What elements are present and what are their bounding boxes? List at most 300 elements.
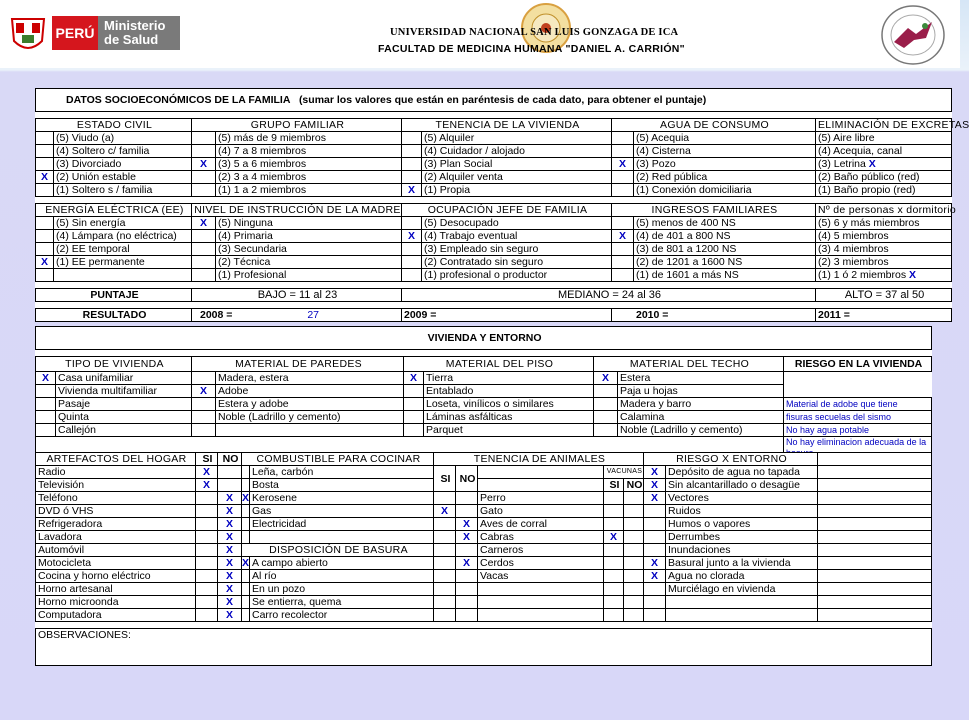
mark-cell[interactable] xyxy=(404,385,424,398)
entorno-row xyxy=(36,531,932,544)
spacer xyxy=(36,112,952,119)
vacuna-si-mark[interactable] xyxy=(604,570,624,583)
entorno-row xyxy=(36,570,932,583)
option-label: (5) 6 y más miembros xyxy=(816,217,952,230)
option-label: (5) Aire libre xyxy=(816,132,952,145)
no-mark[interactable] xyxy=(218,479,242,492)
artefacto-label: Refrigeradora xyxy=(36,518,196,531)
option-label xyxy=(54,269,192,282)
mark-cell[interactable] xyxy=(612,256,634,269)
blank-cell xyxy=(478,466,604,479)
no-mark[interactable]: X xyxy=(218,557,242,570)
mark-cell[interactable] xyxy=(36,184,54,197)
si-mark[interactable] xyxy=(196,596,218,609)
option-label: (1) de 1601 a más NS xyxy=(634,269,816,282)
artefacto-label: Radio xyxy=(36,466,196,479)
basura-label: Carro recolector xyxy=(250,609,434,622)
mark-cell[interactable] xyxy=(36,398,56,411)
entorno-row xyxy=(36,557,932,570)
option-label: (5) más de 9 miembros xyxy=(216,132,402,145)
vacuna-si-mark[interactable] xyxy=(604,544,624,557)
observaciones-field[interactable] xyxy=(36,629,932,666)
vacuna-no-mark[interactable] xyxy=(624,596,644,609)
mark-cell[interactable] xyxy=(242,466,250,479)
blank-cell xyxy=(818,466,932,479)
column-header: COMBUSTIBLE PARA COCINAR xyxy=(242,453,434,466)
si-mark[interactable] xyxy=(434,609,456,622)
no-mark[interactable]: X xyxy=(218,544,242,557)
entorno-label: Inundaciones xyxy=(666,544,818,557)
mark-cell[interactable] xyxy=(404,398,424,411)
option-label: (2) EE temporal xyxy=(54,243,192,256)
option-label: (2) Contratado sin seguro xyxy=(422,256,612,269)
entorno-row xyxy=(36,518,932,531)
si-mark[interactable] xyxy=(196,609,218,622)
vacuna-si-mark[interactable] xyxy=(604,609,624,622)
mark-cell[interactable]: X xyxy=(644,466,666,479)
option-label: Callejón xyxy=(56,424,192,437)
no-mark[interactable]: X xyxy=(218,518,242,531)
mark-cell[interactable] xyxy=(644,518,666,531)
column-header: TIPO DE VIVIENDA xyxy=(36,357,192,372)
si-mark[interactable]: X xyxy=(196,479,218,492)
option-label: (4) Cuidador / alojado xyxy=(422,145,612,158)
vacuna-si-mark[interactable] xyxy=(604,596,624,609)
puntaje-label: PUNTAJE xyxy=(36,289,192,302)
vacuna-no-mark[interactable] xyxy=(624,544,644,557)
option-label: (5) Desocupado xyxy=(422,217,612,230)
mark-cell[interactable]: X xyxy=(192,385,216,398)
vacuna-si-mark[interactable]: X xyxy=(604,531,624,544)
mark-cell[interactable]: X xyxy=(404,372,424,385)
faculty-name: FACULTAD DE MEDICINA HUMANA "DANIEL A. CARRIÓN" xyxy=(378,43,685,55)
mark-cell[interactable]: X xyxy=(644,557,666,570)
mark-cell[interactable]: X xyxy=(402,184,422,197)
option-label: (5) Alquiler xyxy=(422,132,612,145)
vivienda-table xyxy=(35,326,932,460)
option-label: (3) de 801 a 1200 NS xyxy=(634,243,816,256)
option-label: (3) Letrina X xyxy=(816,158,952,171)
vivienda-row xyxy=(36,424,932,437)
option-label: (2) Alquiler venta xyxy=(422,171,612,184)
socioeconomic-table xyxy=(35,88,969,322)
artefacto-label: Lavadora xyxy=(36,531,196,544)
option-row xyxy=(36,145,952,158)
no-mark[interactable]: X xyxy=(218,570,242,583)
option-label: Láminas asfálticas xyxy=(424,411,594,424)
mark-cell[interactable] xyxy=(36,217,54,230)
spacer xyxy=(36,282,952,289)
si-mark[interactable] xyxy=(434,531,456,544)
vacuna-si-mark[interactable] xyxy=(604,557,624,570)
no-header: NO xyxy=(624,479,644,492)
mark-cell[interactable] xyxy=(36,230,54,243)
mark-cell[interactable] xyxy=(192,132,216,145)
no-mark[interactable] xyxy=(456,596,478,609)
vacuna-si-mark[interactable] xyxy=(604,518,624,531)
no-mark[interactable] xyxy=(456,570,478,583)
mark-cell[interactable] xyxy=(192,372,216,385)
artefacto-label: Motocicleta xyxy=(36,557,196,570)
option-label: (2) Baño público (red) xyxy=(816,171,952,184)
result-2010[interactable]: 2010 = xyxy=(612,309,816,322)
bajo-range: BAJO = 11 al 23 xyxy=(192,289,402,302)
vivienda-title: VIVIENDA Y ENTORNO xyxy=(36,327,932,350)
mark-cell[interactable]: X xyxy=(612,230,634,243)
mark-cell[interactable] xyxy=(242,518,250,531)
puntaje-row xyxy=(36,289,952,302)
entorno-label: Sin alcantarillado o desagüe xyxy=(666,479,818,492)
mark-cell[interactable] xyxy=(402,256,422,269)
si-header: SI xyxy=(604,479,624,492)
mark-cell[interactable] xyxy=(612,171,634,184)
si-mark[interactable] xyxy=(434,557,456,570)
no-mark[interactable]: X xyxy=(456,531,478,544)
vacuna-no-mark[interactable] xyxy=(624,518,644,531)
artefacto-label: Teléfono xyxy=(36,492,196,505)
option-row xyxy=(36,269,952,282)
riesgo-note: Material de adobe que tiene xyxy=(784,398,932,411)
mark-cell[interactable] xyxy=(644,531,666,544)
mark-cell[interactable] xyxy=(242,609,250,622)
no-mark[interactable]: X xyxy=(456,557,478,570)
blank-cell xyxy=(818,570,932,583)
si-mark[interactable] xyxy=(434,518,456,531)
mark-cell[interactable] xyxy=(36,424,56,437)
no-mark[interactable] xyxy=(456,544,478,557)
mark-cell[interactable] xyxy=(402,145,422,158)
option-label: Noble (Ladrillo y cemento) xyxy=(216,411,404,424)
no-mark[interactable]: X xyxy=(218,583,242,596)
animal-label: Vacas xyxy=(478,570,604,583)
mark-cell[interactable]: X xyxy=(644,570,666,583)
mark-cell[interactable] xyxy=(402,269,422,282)
option-label: (4) Lámpara (no eléctrica) xyxy=(54,230,192,243)
vivienda-row xyxy=(36,398,932,411)
option-label: Vivienda multifamiliar xyxy=(56,385,192,398)
vacuna-no-mark[interactable] xyxy=(624,570,644,583)
combustible-label: Kerosene xyxy=(250,492,434,505)
no-mark[interactable]: X xyxy=(218,609,242,622)
mark-cell[interactable] xyxy=(36,411,56,424)
artefacto-label: Computadora xyxy=(36,609,196,622)
option-label: (3) Empleado sin seguro xyxy=(422,243,612,256)
mark-cell[interactable] xyxy=(402,158,422,171)
vacuna-si-mark[interactable] xyxy=(604,583,624,596)
result-2011[interactable]: 2011 = xyxy=(816,309,952,322)
mark-cell[interactable] xyxy=(402,217,422,230)
no-mark[interactable] xyxy=(456,609,478,622)
no-mark[interactable]: X xyxy=(456,518,478,531)
ministry-line2: de Salud xyxy=(104,32,159,47)
column-header: MATERIAL DEL PISO xyxy=(404,357,594,372)
no-mark[interactable]: X xyxy=(218,531,242,544)
option-row xyxy=(36,171,952,184)
mark-cell[interactable] xyxy=(36,269,54,282)
entorno-label xyxy=(666,596,818,609)
si-mark[interactable] xyxy=(196,583,218,596)
option-label: (3) Secundaria xyxy=(216,243,402,256)
mark-cell[interactable] xyxy=(402,132,422,145)
riesgo-note: fisuras secuelas del sismo xyxy=(784,411,932,424)
column-header: MATERIAL DE PAREDES xyxy=(192,357,404,372)
option-label: Entablado xyxy=(424,385,594,398)
blank-cell xyxy=(818,518,932,531)
mark-cell[interactable] xyxy=(594,398,618,411)
option-label: (1) Propia xyxy=(422,184,612,197)
mark-cell[interactable] xyxy=(36,145,54,158)
mark-cell[interactable]: X xyxy=(242,557,250,569)
si-mark[interactable]: X xyxy=(196,466,218,479)
mark-cell[interactable] xyxy=(402,171,422,184)
si-mark[interactable] xyxy=(196,518,218,531)
mark-cell[interactable]: X xyxy=(612,158,634,171)
no-mark[interactable]: X xyxy=(218,505,242,518)
mark-cell[interactable] xyxy=(36,385,56,398)
faculty-seal-icon xyxy=(880,4,946,66)
vacuna-no-mark[interactable] xyxy=(624,583,644,596)
si-mark[interactable] xyxy=(434,570,456,583)
option-label: (1) Soltero s / familia xyxy=(54,184,192,197)
mark-cell[interactable] xyxy=(404,411,424,424)
artefacto-label: Cocina y horno eléctrico xyxy=(36,570,196,583)
mark-cell[interactable]: X xyxy=(402,230,422,243)
option-label: (5) Acequia xyxy=(634,132,816,145)
vacuna-no-mark[interactable] xyxy=(624,531,644,544)
mark-cell[interactable] xyxy=(612,132,634,145)
mark-cell[interactable]: X xyxy=(36,372,56,385)
mark-cell[interactable] xyxy=(36,158,54,171)
vivienda-row xyxy=(36,385,932,398)
si-mark[interactable] xyxy=(434,544,456,557)
mark-cell[interactable] xyxy=(242,570,250,583)
vacuna-no-mark[interactable] xyxy=(624,505,644,518)
option-label: (2) Técnica xyxy=(216,256,402,269)
mark-cell[interactable]: X xyxy=(594,372,618,385)
mark-cell[interactable] xyxy=(612,184,634,197)
si-mark[interactable] xyxy=(196,531,218,544)
option-label: (1) Conexión domiciliaria xyxy=(634,184,816,197)
riesgo-note-3: No hay eliminacion adecuada de la xyxy=(784,437,932,460)
column-header: ENERGÍA ELÉCTRICA (EE) xyxy=(36,204,192,217)
option-label: (1) profesional o productor xyxy=(422,269,612,282)
option-label: (1) 1 a 2 miembros xyxy=(216,184,402,197)
column-header: GRUPO FAMILIAR xyxy=(192,119,402,132)
vacuna-no-mark[interactable] xyxy=(624,557,644,570)
mark-cell[interactable] xyxy=(36,132,54,145)
mark-cell[interactable] xyxy=(242,583,250,596)
combustible-label: Gas xyxy=(250,505,434,518)
blank-cell xyxy=(818,453,932,466)
si-mark[interactable] xyxy=(196,505,218,518)
no-mark[interactable] xyxy=(456,492,478,505)
mark-cell[interactable] xyxy=(612,145,634,158)
column-header: NIVEL DE INSTRUCCIÓN DE LA MADRE xyxy=(192,204,402,217)
result-2008-value: 27 xyxy=(307,309,320,321)
entorno-label: Vectores xyxy=(666,492,818,505)
si-mark[interactable] xyxy=(196,544,218,557)
no-mark[interactable] xyxy=(456,505,478,518)
combustible-label: Electricidad xyxy=(250,518,434,531)
option-row xyxy=(36,132,952,145)
blank-cell xyxy=(818,531,932,544)
section-header-row xyxy=(36,204,952,217)
option-label: Noble (Ladrillo y cemento) xyxy=(618,424,784,437)
mark-cell[interactable] xyxy=(612,243,634,256)
mark-cell[interactable]: X xyxy=(192,217,216,230)
si-mark[interactable] xyxy=(196,492,218,505)
mark-cell[interactable] xyxy=(192,398,216,411)
spacer xyxy=(36,302,952,309)
mark-cell[interactable]: X xyxy=(192,158,216,171)
entorno-row xyxy=(36,544,932,557)
column-header: MATERIAL DEL TECHO xyxy=(594,357,784,372)
result-2009[interactable]: 2009 = xyxy=(402,309,612,322)
option-label: (3) 4 miembros xyxy=(816,243,952,256)
vacuna-si-mark[interactable] xyxy=(604,505,624,518)
mark-cell[interactable] xyxy=(242,596,250,609)
resultado-row xyxy=(36,309,952,322)
spacer xyxy=(36,197,952,204)
socio-title xyxy=(36,89,952,112)
entorno-row xyxy=(36,583,932,596)
column-header: TENENCIA DE LA VIVIENDA xyxy=(402,119,612,132)
no-mark[interactable]: X xyxy=(218,596,242,609)
option-row xyxy=(36,217,952,230)
basura-label: Al río xyxy=(250,570,434,583)
mark: X xyxy=(868,158,876,170)
si-mark[interactable] xyxy=(434,583,456,596)
vacuna-si-mark[interactable] xyxy=(604,492,624,505)
option-label: Calamina xyxy=(618,411,784,424)
blank-cell xyxy=(818,505,932,518)
option-row xyxy=(36,230,952,243)
vivienda-header-row xyxy=(36,357,932,372)
mark-cell[interactable] xyxy=(644,544,666,557)
mark-cell[interactable] xyxy=(242,531,250,544)
no-header: NO xyxy=(456,466,478,492)
option-label: (4) 7 a 8 miembros xyxy=(216,145,402,158)
combustible-label: Bosta xyxy=(250,479,434,492)
blank-cell xyxy=(818,583,932,596)
option-row xyxy=(36,256,952,269)
socio-title-text: DATOS SOCIOECONÓMICOS DE LA FAMILIA xyxy=(66,94,291,106)
mark-cell[interactable] xyxy=(612,269,634,282)
mark-cell[interactable] xyxy=(644,583,666,596)
option-label: Casa unifamiliar xyxy=(56,372,192,385)
animal-label xyxy=(478,583,604,596)
ministry-label xyxy=(98,16,180,50)
basura-label: Se entierra, quema xyxy=(250,596,434,609)
entorno-header-row xyxy=(36,453,932,466)
column-header: TENENCIA DE ANIMALES xyxy=(434,453,644,466)
mark-cell[interactable]: X xyxy=(36,171,54,184)
mark-cell[interactable] xyxy=(594,411,618,424)
no-mark[interactable] xyxy=(218,466,242,479)
mark-cell[interactable] xyxy=(192,171,216,184)
riesgo-note: No hay agua potable xyxy=(784,424,932,437)
entorno-label xyxy=(666,609,818,622)
mark-cell[interactable] xyxy=(612,217,634,230)
artefacto-label: DVD ó VHS xyxy=(36,505,196,518)
si-mark[interactable] xyxy=(434,492,456,505)
column-header: DISPOSICIÓN DE BASURA xyxy=(242,544,434,557)
mark-cell[interactable]: X xyxy=(36,256,54,269)
vivienda-row xyxy=(36,372,932,385)
si-mark[interactable]: X xyxy=(434,505,456,518)
mark-cell[interactable] xyxy=(644,596,666,609)
mark-cell[interactable] xyxy=(644,609,666,622)
mark-cell[interactable] xyxy=(192,269,216,282)
animal-label: Carneros xyxy=(478,544,604,557)
vacuna-no-mark[interactable] xyxy=(624,609,644,622)
blank-cell xyxy=(478,479,604,492)
vacuna-no-mark[interactable] xyxy=(624,492,644,505)
mark-cell[interactable]: X xyxy=(242,492,250,504)
mark-cell[interactable] xyxy=(36,243,54,256)
option-label: (4) Acequia, canal xyxy=(816,145,952,158)
mark-cell[interactable] xyxy=(192,230,216,243)
mark-cell[interactable] xyxy=(594,385,618,398)
mark-cell[interactable]: X xyxy=(644,479,666,492)
mark-cell[interactable] xyxy=(192,184,216,197)
si-mark[interactable] xyxy=(434,596,456,609)
animal-label: Aves de corral xyxy=(478,518,604,531)
mark-cell[interactable]: X xyxy=(644,492,666,505)
si-header: SI xyxy=(196,453,218,466)
mark-cell[interactable] xyxy=(192,424,216,437)
mark-cell[interactable] xyxy=(192,145,216,158)
column-header: Nº de personas x dormitorio xyxy=(816,204,952,217)
option-label: Adobe xyxy=(216,385,404,398)
mark-cell[interactable] xyxy=(242,479,250,492)
option-label: (1) EE permanente xyxy=(54,256,192,269)
option-label: Paja u hojas xyxy=(618,385,784,398)
mark-cell[interactable] xyxy=(594,424,618,437)
entorno-row xyxy=(36,492,932,505)
mark-cell[interactable] xyxy=(192,243,216,256)
option-label: Estera xyxy=(618,372,784,385)
basura-label: A campo abierto xyxy=(250,557,434,570)
no-mark[interactable] xyxy=(456,583,478,596)
column-header: INGRESOS FAMILIARES xyxy=(612,204,816,217)
mark-cell[interactable] xyxy=(404,424,424,437)
basura-label: En un pozo xyxy=(250,583,434,596)
mark-cell[interactable] xyxy=(192,256,216,269)
column-header: OCUPACIÓN JEFE DE FAMILIA xyxy=(402,204,612,217)
mark-cell[interactable] xyxy=(192,411,216,424)
mark-cell[interactable] xyxy=(242,505,250,518)
entorno-row xyxy=(36,505,932,518)
blank-cell xyxy=(818,596,932,609)
blank-cell xyxy=(818,544,932,557)
entorno-table xyxy=(35,452,932,666)
si-mark[interactable] xyxy=(196,570,218,583)
mediano-range: MEDIANO = 24 al 36 xyxy=(402,289,816,302)
entorno-label: Depósito de agua no tapada xyxy=(666,466,818,479)
si-mark[interactable] xyxy=(196,557,218,570)
no-mark[interactable]: X xyxy=(218,492,242,505)
result-2008[interactable] xyxy=(192,309,402,322)
option-label: Loseta, vinílicos o similares xyxy=(424,398,594,411)
artefacto-label: Automóvil xyxy=(36,544,196,557)
entorno-label: Derrumbes xyxy=(666,531,818,544)
option-label: (5) Sin energía xyxy=(54,217,192,230)
mark-cell[interactable] xyxy=(644,505,666,518)
mark-cell[interactable] xyxy=(402,243,422,256)
animal-label: Perro xyxy=(478,492,604,505)
option-label: (4) Primaria xyxy=(216,230,402,243)
